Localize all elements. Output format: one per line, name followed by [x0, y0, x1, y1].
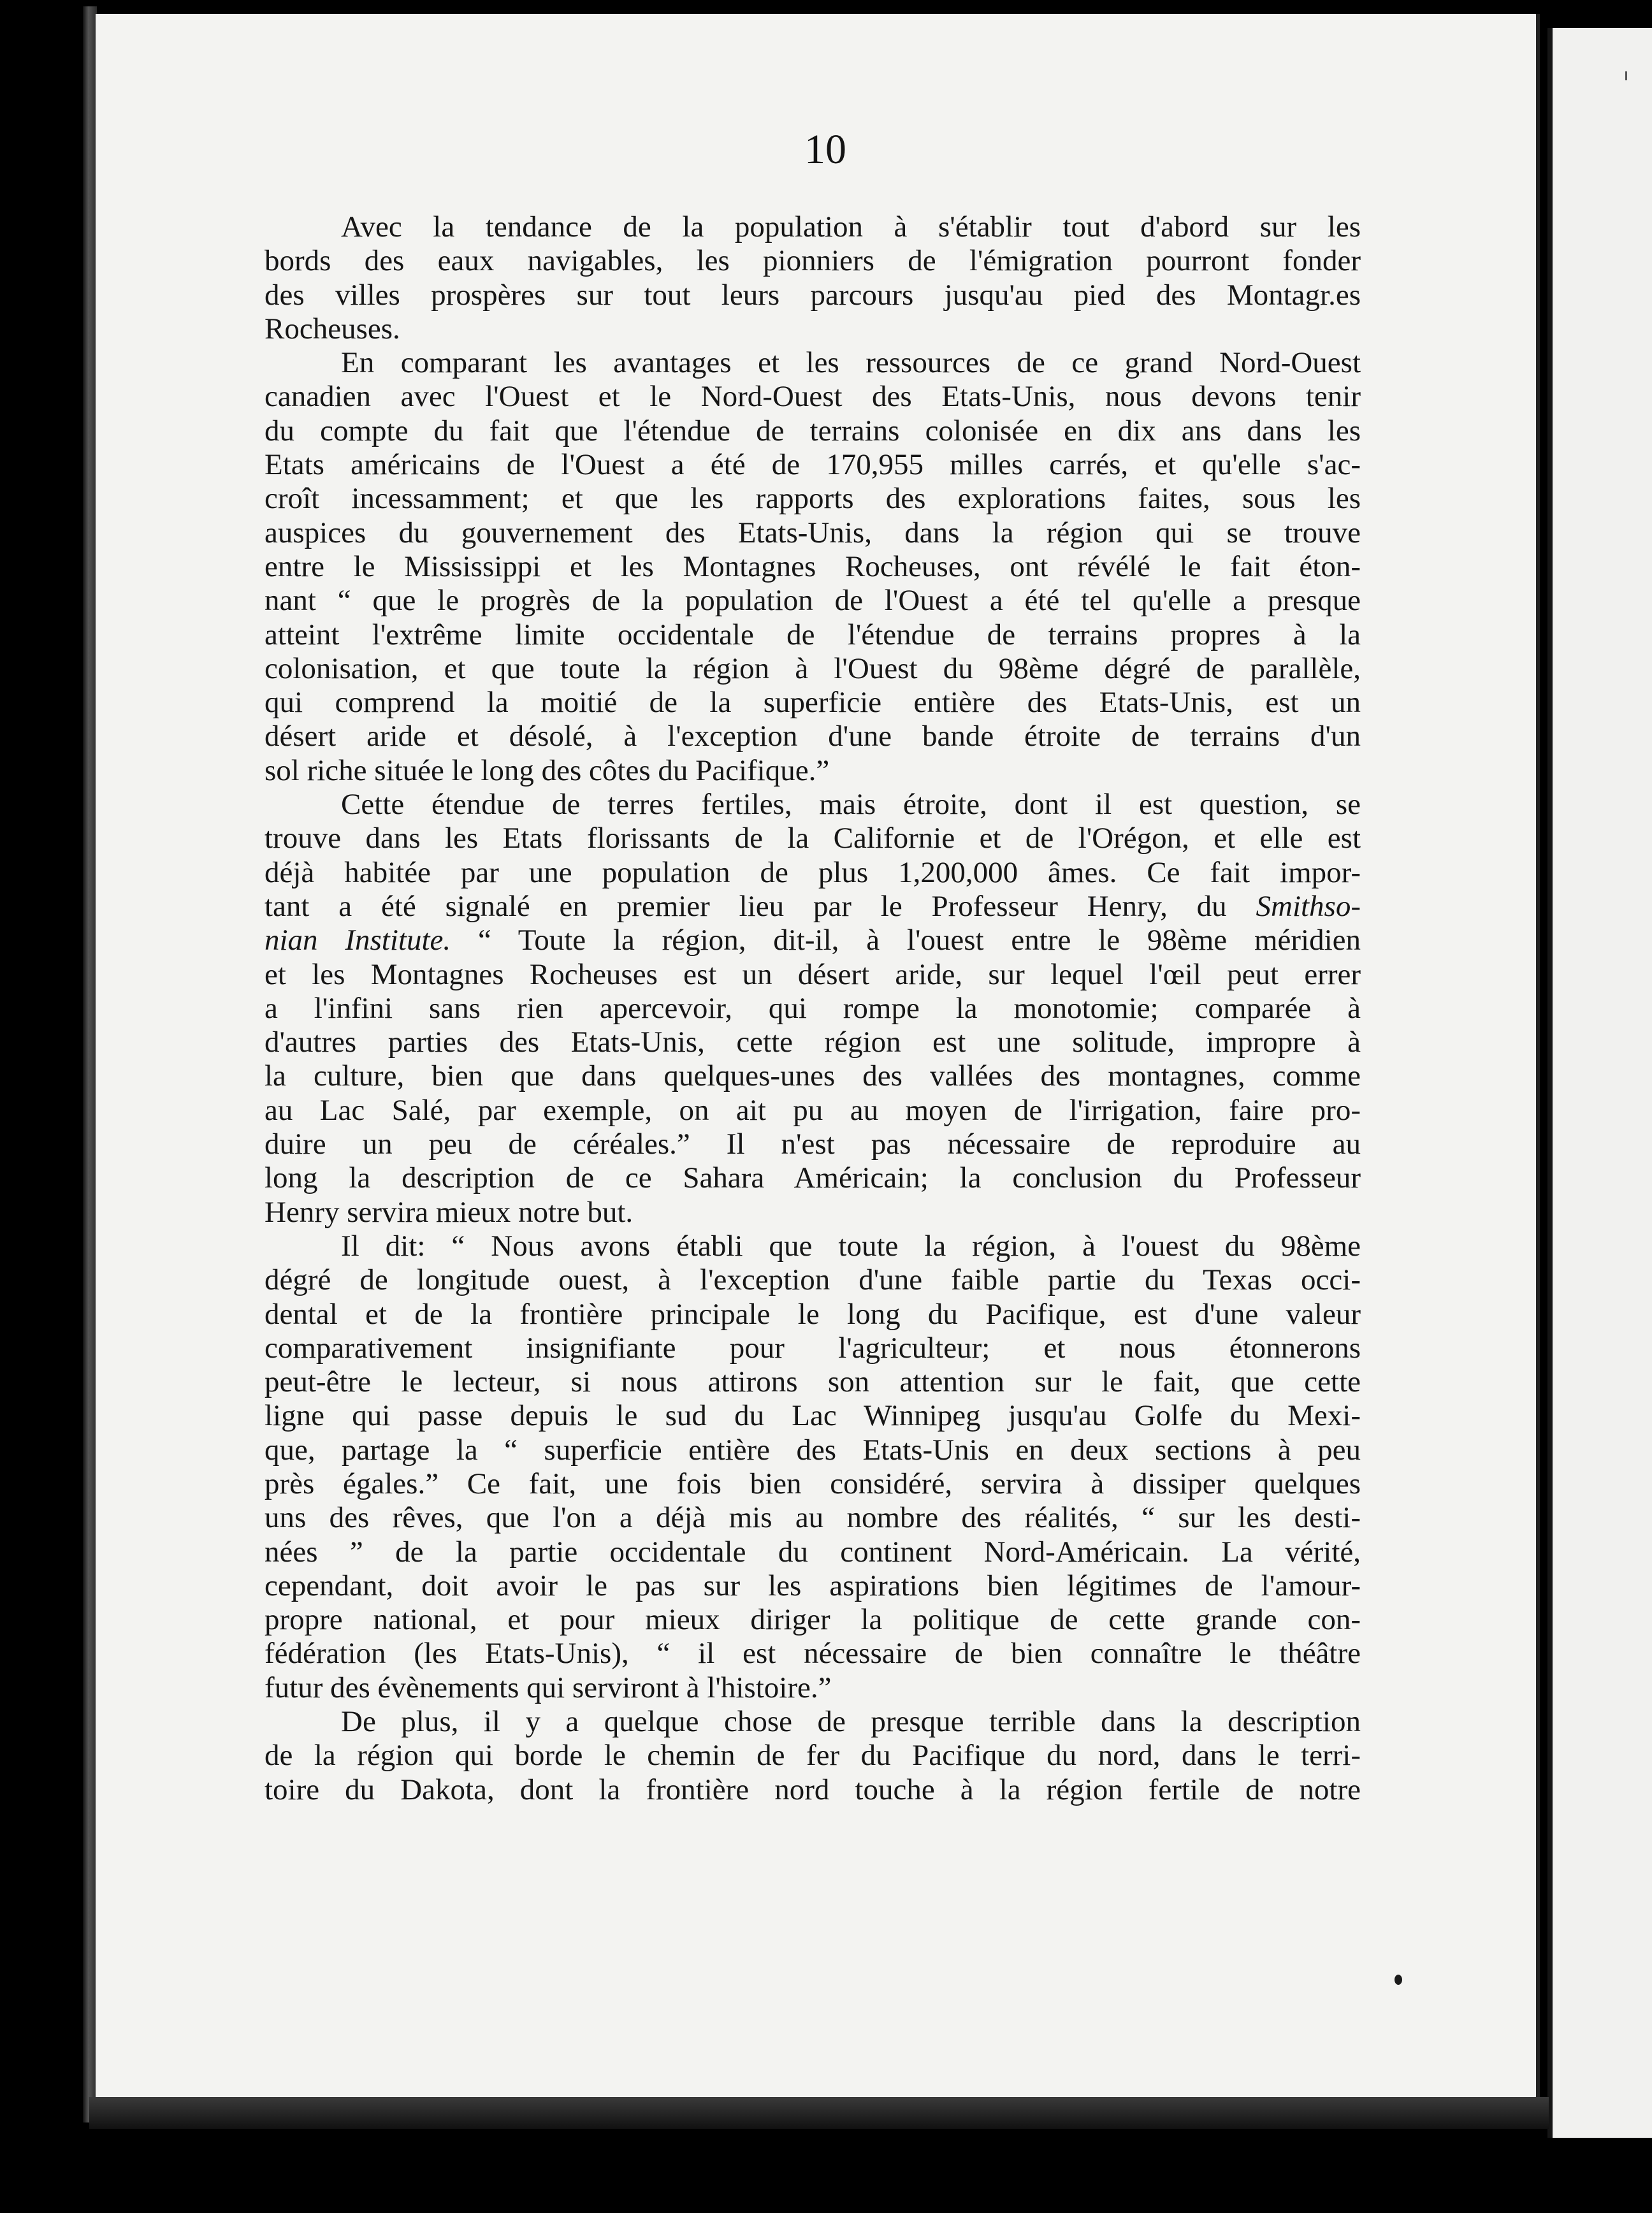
text-line: uns des rêves, que l'on a déjà mis au nombre des réalités, “ sur les desti-	[264, 1501, 1361, 1535]
text-line: Cette étendue de terres fertiles, mais étroite, dont il est question, se	[341, 788, 1361, 822]
text-line: Avec la tendance de la population à s'établir tout d'abord sur les	[341, 210, 1361, 243]
text-line: dental et de la frontière principale le long du Pacifique, est d'une valeur	[264, 1297, 1361, 1331]
text-line: toire du Dakota, dont la frontière nord touche à la région fertile de notre	[264, 1773, 1361, 1806]
text-line: a l'infini sans rien apercevoir, qui rompe la monotomie; comparée à	[264, 991, 1361, 1025]
text-span: “ Toute la région, dit-il, à l'ouest entre le 98ème méridien	[477, 924, 1361, 957]
text-line: duire un peu de céréales.” Il n'est pas nécessaire de reproduire au	[264, 1128, 1361, 1161]
text-line: canadien avec l'Ouest et le Nord-Ouest des Etats-Unis, nous devons tenir	[264, 380, 1361, 414]
text-line: et les Montagnes Rocheuses est un désert aride, sur lequel l'œil peut errer	[264, 957, 1361, 991]
page-number: 10	[804, 126, 846, 173]
text-line	[264, 924, 1361, 957]
adjacent-page-mark	[1625, 71, 1627, 80]
text-line: dégré de longitude ouest, à l'exception d'une faible partie du Texas occi-	[264, 1263, 1361, 1297]
text-line: des villes prospères sur tout leurs parcours jusqu'au pied des Montagr.es	[264, 278, 1361, 312]
italic-text: nian Institute.	[264, 924, 451, 957]
text-line: Henry servira mieux notre but.	[264, 1195, 634, 1229]
text-line: nées ” de la partie occidentale du continent Nord-Américain. La vérité,	[264, 1535, 1361, 1569]
text-line: entre le Mississippi et les Montagnes Rocheuses, ont révélé le fait éton-	[264, 549, 1361, 583]
text-line: du compte du fait que l'étendue de terrains colonisée en dix ans dans les	[264, 414, 1361, 447]
text-line	[264, 890, 1361, 924]
text-line: au Lac Salé, par exemple, on ait pu au moyen de l'irrigation, faire pro-	[264, 1093, 1361, 1127]
body-text	[264, 210, 1361, 1807]
text-line: cependant, doit avoir le pas sur les aspirations bien légitimes de l'amour-	[264, 1569, 1361, 1602]
text-line: de la région qui borde le chemin de fer du Pacifique du nord, dans le terri-	[264, 1739, 1361, 1773]
text-line: la culture, bien que dans quelques-unes des vallées des montagnes, comme	[264, 1059, 1361, 1093]
text-line: auspices du gouvernement des Etats-Unis, dans la région qui se trouve	[264, 516, 1361, 549]
text-line: que, partage la “ superficie entière des Etats-Unis en deux sections à peu	[264, 1433, 1361, 1467]
text-line: qui comprend la moitié de la superficie entière des Etats-Unis, est un	[264, 686, 1361, 720]
text-line: sol riche située le long des côtes du Pacifique.”	[264, 753, 830, 787]
page-edge-bottom	[89, 2097, 1549, 2129]
text-line: En comparant les avantages et les ressources de ce grand Nord-Ouest	[341, 346, 1361, 380]
text-line: long la description de ce Sahara Américain; la conclusion du Professeur	[264, 1161, 1361, 1195]
text-line: bords des eaux navigables, les pionniers de l'émigration pourront fonder	[264, 244, 1361, 278]
page-edge-left	[83, 6, 97, 2122]
text-line: près égales.” Ce fait, une fois bien considéré, servira à dissiper quelques	[264, 1467, 1361, 1500]
text-line: futur des évènements qui serviront à l'histoire.”	[264, 1671, 832, 1704]
text-line: d'autres parties des Etats-Unis, cette région est une solitude, impropre à	[264, 1026, 1361, 1059]
text-span: tant a été signalé en premier lieu par le Professeur Henry, du	[264, 889, 1227, 923]
text-line: croît incessamment; et que les rapports des explorations faites, sous les	[264, 482, 1361, 516]
text-line: nant “ que le progrès de la population de l'Ouest a été tel qu'elle a presque	[264, 584, 1361, 618]
text-line: propre national, et pour mieux diriger la politique de cette grande con-	[264, 1603, 1361, 1637]
text-line: désert aride et désolé, à l'exception d'une bande étroite de terrains d'un	[264, 720, 1361, 753]
text-line: De plus, il y a quelque chose de presque terrible dans la description	[341, 1705, 1361, 1739]
text-line: peut-être le lecteur, si nous attirons son attention sur le fait, que cette	[264, 1365, 1361, 1399]
text-line: Il dit: “ Nous avons établi que toute la région, à l'ouest du 98ème	[341, 1229, 1361, 1263]
text-line: comparativement insignifiante pour l'agriculteur; et nous étonnerons	[264, 1331, 1361, 1365]
adjacent-page-edge	[1547, 28, 1652, 2138]
text-line: ligne qui passe depuis le sud du Lac Winnipeg jusqu'au Golfe du Mexi-	[264, 1399, 1361, 1433]
text-line: Etats américains de l'Ouest a été de 170,955 milles carrés, et qu'elle s'ac-	[264, 448, 1361, 482]
text-line: colonisation, et que toute la région à l'Ouest du 98ème dégré de parallèle,	[264, 651, 1361, 685]
ink-speck	[1395, 1975, 1402, 1985]
text-line: trouve dans les Etats florissants de la Californie et de l'Orégon, et elle est	[264, 822, 1361, 855]
italic-text: Smithso-	[1256, 889, 1361, 923]
text-line: Rocheuses.	[264, 312, 400, 345]
text-line: fédération (les Etats-Unis), “ il est nécessaire de bien connaître le théâtre	[264, 1637, 1361, 1671]
text-line: atteint l'extrême limite occidentale de l'étendue de terrains propres à la	[264, 618, 1361, 651]
text-line: déjà habitée par une population de plus 1,200,000 âmes. Ce fait impor-	[264, 855, 1361, 889]
